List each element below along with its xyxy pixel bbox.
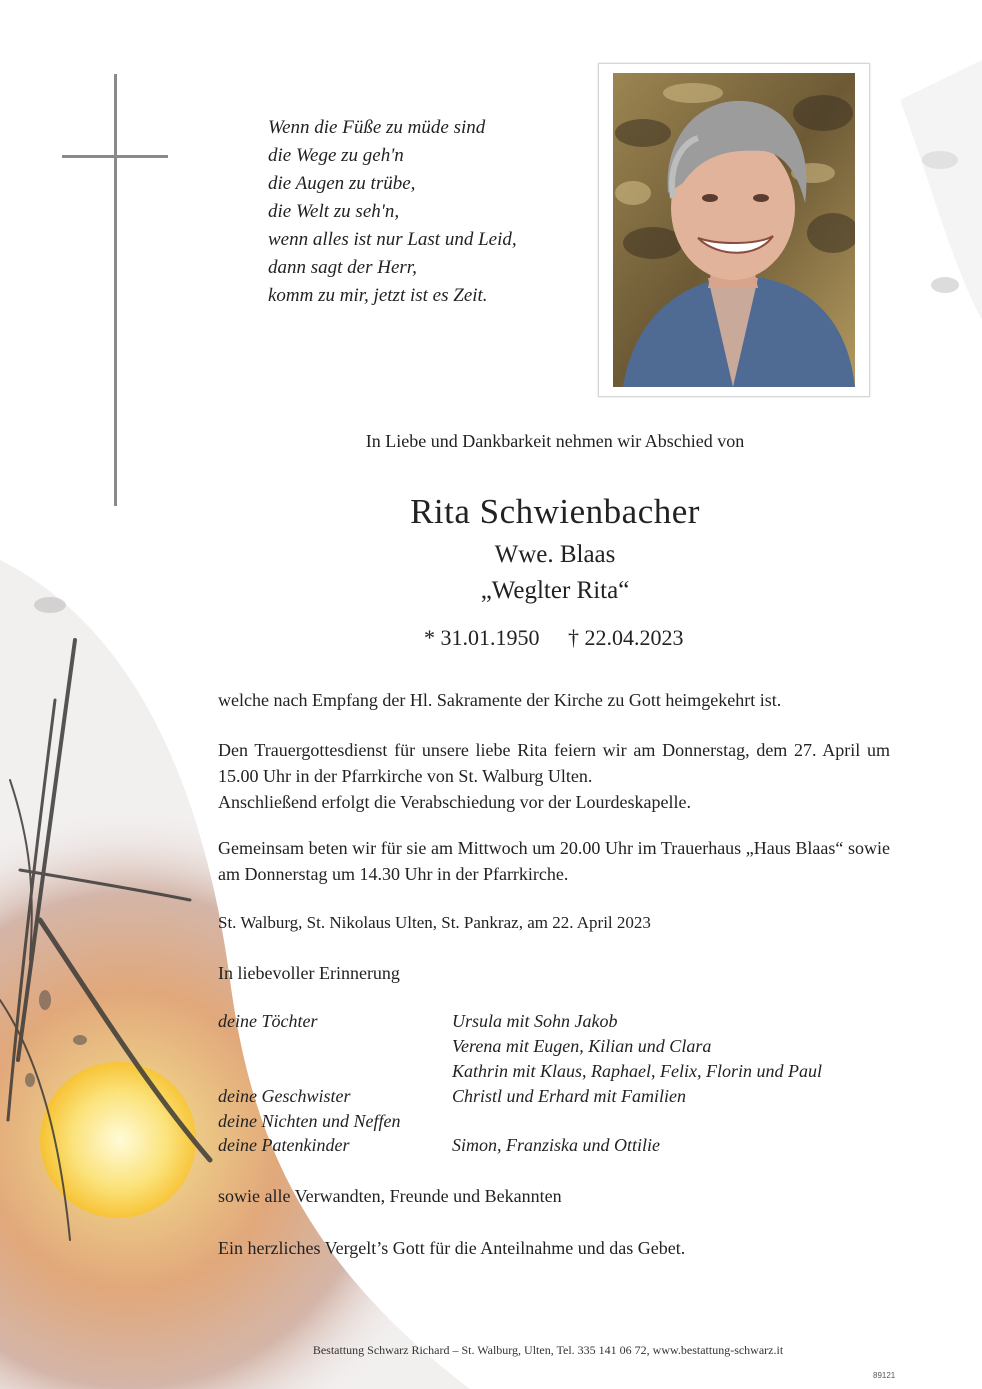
portrait-photo [613, 73, 855, 387]
poem-line: die Welt zu seh'n, [268, 201, 400, 222]
cross-horizontal-bar [62, 155, 168, 158]
deceased-name: Rita Schwienbacher [410, 492, 700, 531]
family-names: Kathrin mit Klaus, Raphael, Felix, Florin und Paul [452, 1061, 822, 1081]
family-names: Christl und Erhard mit Familien [452, 1086, 687, 1106]
service-block [218, 737, 890, 815]
prayer-text: Gemeinsam beten wir für sie am Mittwoch um 20.00 Uhr im Trauerhaus „Haus Blaas“ sowie am Donnerstag um 14.30 Uhr in der Pfarrkirche. [218, 838, 890, 884]
relation-godchildren: deine Patenkinder [218, 1135, 350, 1155]
intro-line: In Liebe und Dankbarkeit nehmen wir Abschied von [365, 431, 745, 451]
relation-nieces-nephews: deine Nichten und Neffen [218, 1111, 401, 1131]
funeral-home-footer: Bestattung Schwarz Richard – St. Walburg, Ulten, Tel. 335 141 06 72, www.bestattung-schwarz.it [312, 1343, 784, 1357]
relation-daughters: deine Töchter [218, 1011, 318, 1031]
sacraments-line: welche nach Empfang der Hl. Sakramente der Kirche zu Gott heimgekehrt ist. [218, 690, 782, 710]
memory-line: In liebevoller Erinnerung [218, 963, 400, 983]
farewell-text: Anschließend erfolgt die Verabschiedung vor der Lourdeskapelle. [218, 792, 692, 812]
widow-of: Wwe. Blaas [494, 541, 616, 568]
relation-siblings: deine Geschwister [218, 1086, 351, 1106]
poem-line: dann sagt der Herr, [268, 257, 417, 278]
poem-line: Wenn die Füße zu müde sind [268, 117, 486, 138]
birth-date: * 31.01.1950 [424, 625, 540, 650]
sun-shape [40, 1062, 196, 1218]
poem-line: die Wege zu geh'n [268, 145, 404, 166]
place-date: St. Walburg, St. Nikolaus Ulten, St. Pankraz, am 22. April 2023 [218, 913, 651, 932]
nickname: „Weglter Rita“ [480, 577, 630, 604]
relatives-line: sowie alle Verwandten, Freunde und Bekannten [218, 1186, 562, 1206]
service-text: Den Trauergottesdienst für unsere liebe Rita feiern wir am Donnerstag, dem 27. April um 15.00 Uhr in der Pfarrkirche von St. Walburg Ulten. [218, 740, 890, 786]
family-names: Verena mit Eugen, Kilian und Clara [452, 1036, 712, 1056]
poem [268, 114, 517, 310]
death-date: † 22.04.2023 [568, 625, 684, 650]
family-names: Simon, Franziska und Ottilie [452, 1135, 660, 1155]
poem-line: komm zu mir, jetzt ist es Zeit. [268, 285, 488, 306]
poem-line: die Augen zu trübe, [268, 173, 416, 194]
portrait-photo-frame [598, 63, 870, 397]
thanks-line: Ein herzliches Vergelt’s Gott für die Anteilnahme und das Gebet. [218, 1238, 686, 1258]
family-names: Ursula mit Sohn Jakob [452, 1011, 618, 1031]
poem-line: wenn alles ist nur Last und Leid, [268, 229, 517, 250]
print-code: 89121 [873, 1371, 896, 1380]
